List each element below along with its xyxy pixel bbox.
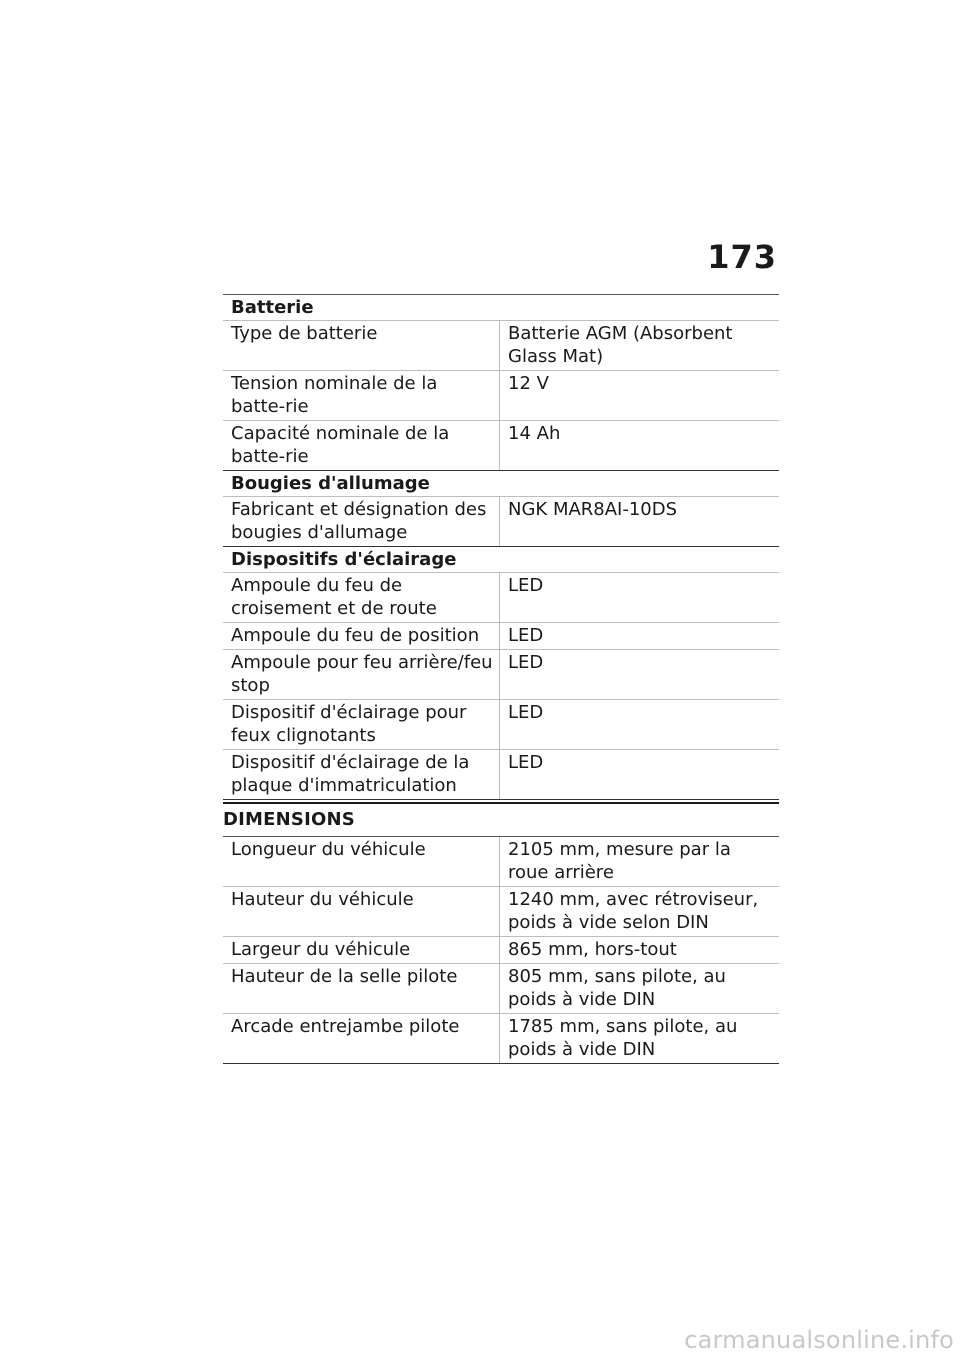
table-row	[223, 650, 779, 700]
position-light-value: LED	[500, 623, 780, 650]
turn-signal-label: Dispositif d'éclairage pour feux clignotants	[223, 700, 500, 750]
table-row	[223, 837, 779, 887]
vehicle-width-label: Largeur du véhicule	[223, 937, 500, 964]
table-row	[223, 371, 779, 421]
table-row	[223, 623, 779, 650]
low-high-beam-label: Ampoule du feu de croisement et de route	[223, 573, 500, 623]
battery-capacity-value: 14 Ah	[500, 421, 780, 471]
seat-height-value: 805 mm, sans pilote, au poids à vide DIN	[500, 964, 780, 1014]
license-plate-light-label: Dispositif d'éclairage de la plaque d'immatriculation	[223, 750, 500, 800]
low-high-beam-value: LED	[500, 573, 780, 623]
specifications-table	[223, 294, 779, 800]
spark-plugs-value: NGK MAR8AI-10DS	[500, 497, 780, 547]
spark-plugs-heading: Bougies d'allumage	[223, 471, 779, 497]
table-row	[223, 497, 779, 547]
battery-voltage-value: 12 V	[500, 371, 780, 421]
vehicle-height-value: 1240 mm, avec rétroviseur, poids à vide selon DIN	[500, 887, 780, 937]
table-row	[223, 750, 779, 800]
watermark: carmanualsonline.info	[684, 1326, 954, 1354]
battery-heading: Batterie	[223, 295, 779, 321]
table-row	[223, 421, 779, 471]
seat-height-label: Hauteur de la selle pilote	[223, 964, 500, 1014]
turn-signal-value: LED	[500, 700, 780, 750]
vehicle-length-value: 2105 mm, mesure par la roue arrière	[500, 837, 780, 887]
dimensions-table	[223, 836, 779, 1064]
table-row	[223, 321, 779, 371]
table-row	[223, 1014, 779, 1064]
vehicle-width-value: 865 mm, hors-tout	[500, 937, 780, 964]
battery-capacity-label: Capacité nominale de la batte-rie	[223, 421, 500, 471]
inseam-value: 1785 mm, sans pilote, au poids à vide DIN	[500, 1014, 780, 1064]
battery-type-value: Batterie AGM (Absorbent Glass Mat)	[500, 321, 780, 371]
spark-plugs-label: Fabricant et désignation des bougies d'allumage	[223, 497, 500, 547]
battery-type-label: Type de batterie	[223, 321, 500, 371]
tail-brake-light-value: LED	[500, 650, 780, 700]
table-row	[223, 964, 779, 1014]
lighting-heading: Dispositifs d'éclairage	[223, 547, 779, 573]
table-row	[223, 573, 779, 623]
section-heading-row	[223, 471, 779, 497]
page-number: 173	[707, 238, 777, 276]
table-row	[223, 887, 779, 937]
vehicle-length-label: Longueur du véhicule	[223, 837, 500, 887]
section-heading-row	[223, 295, 779, 321]
license-plate-light-value: LED	[500, 750, 780, 800]
section-heading-row	[223, 547, 779, 573]
dimensions-title: DIMENSIONS	[223, 802, 779, 831]
inseam-label: Arcade entrejambe pilote	[223, 1014, 500, 1064]
table-row	[223, 700, 779, 750]
vehicle-height-label: Hauteur du véhicule	[223, 887, 500, 937]
table-row	[223, 937, 779, 964]
position-light-label: Ampoule du feu de position	[223, 623, 500, 650]
battery-voltage-label: Tension nominale de la batte-rie	[223, 371, 500, 421]
tail-brake-light-label: Ampoule pour feu arrière/feu stop	[223, 650, 500, 700]
